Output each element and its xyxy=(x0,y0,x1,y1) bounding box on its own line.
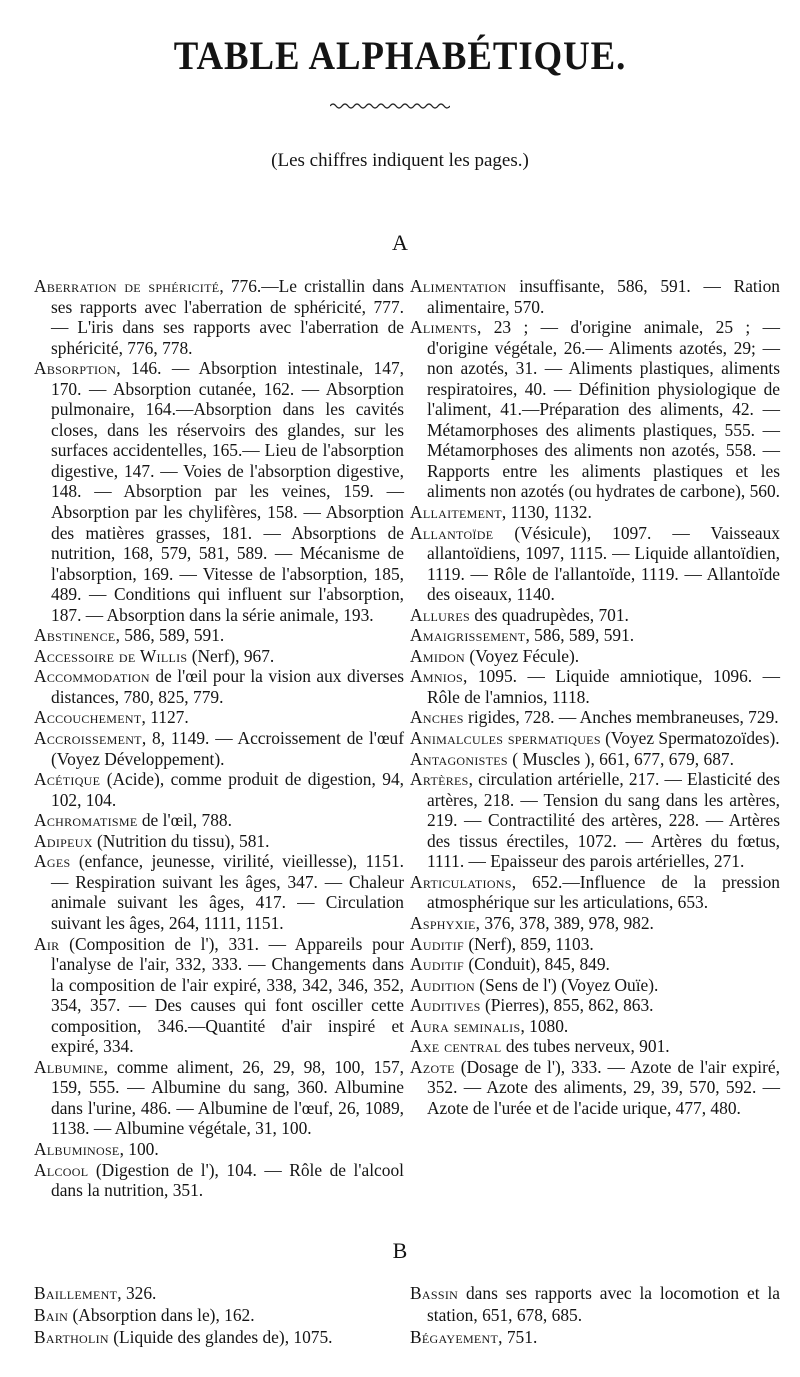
index-entry xyxy=(34,810,404,831)
index-headword: Axe central xyxy=(410,1036,502,1057)
index-entry xyxy=(410,625,780,646)
index-headword: Bartholin xyxy=(34,1327,109,1347)
index-headword: Achromatisme xyxy=(34,810,138,831)
index-entry-text: de l'œil, 788. xyxy=(137,810,232,831)
index-headword: Air xyxy=(34,933,60,954)
index-headword: Bain xyxy=(34,1305,69,1325)
index-headword: Azote xyxy=(410,1056,455,1077)
index-entry xyxy=(410,605,780,626)
index-entry xyxy=(410,276,780,317)
index-entry-text: , 652.—Influence de la pression atmosphérique sur les articulations, 653. xyxy=(427,871,780,913)
index-entry xyxy=(410,934,780,955)
index-entry xyxy=(410,954,780,975)
index-entry xyxy=(34,728,404,769)
index-entry xyxy=(410,975,780,996)
index-entry xyxy=(410,749,780,770)
section-letter-a: A xyxy=(392,230,408,255)
index-headword: Accouchement xyxy=(34,707,142,728)
index-entry xyxy=(34,646,404,667)
index-entry xyxy=(410,1016,780,1037)
index-entry-text: ( Muscles ), 661, 677, 679, 687. xyxy=(507,748,734,769)
index-entry xyxy=(34,769,404,810)
page-title: TABLE ALPHABÉTIQUE. xyxy=(173,33,627,78)
index-headword: Aura seminalis xyxy=(410,1015,521,1036)
index-headword: Amidon xyxy=(410,645,466,666)
index-headword: Absorption xyxy=(34,358,117,379)
index-headword: Allaitement xyxy=(410,502,502,523)
index-entry-text: , 100. xyxy=(119,1138,159,1159)
index-entry xyxy=(34,1139,404,1160)
index-entry-text: (Conduit), 845, 849. xyxy=(464,954,610,975)
index-entry xyxy=(34,1282,404,1304)
index-headword: Adipeux xyxy=(34,830,93,851)
index-headword: Accommodation xyxy=(34,666,150,687)
index-entry-text: , 1130, 1132. xyxy=(501,502,592,523)
index-headword: Auditif xyxy=(410,954,464,975)
index-headword: Articulations xyxy=(410,871,512,892)
index-entry xyxy=(34,831,404,852)
index-entry-text: (Voyez Spermatozoïdes). xyxy=(600,728,780,749)
index-entry xyxy=(34,1304,404,1326)
index-entry-text: insuffisante, 586, 591. — Ration alimentaire, 570. xyxy=(427,276,780,317)
index-entry xyxy=(410,666,780,707)
index-entry-text: (Nutrition du tissu), 581. xyxy=(92,830,270,851)
index-entry xyxy=(34,666,404,707)
index-entry xyxy=(34,1326,404,1348)
index-entry-text: , 586, 589, 591. xyxy=(525,625,635,646)
index-headword: Albuminose xyxy=(34,1138,120,1159)
index-entry xyxy=(410,1036,780,1057)
index-entry xyxy=(410,1282,780,1326)
index-entry xyxy=(410,872,780,913)
index-entry-text: (Voyez Fécule). xyxy=(465,645,580,666)
index-headword: Aberration de sphéricité xyxy=(34,276,220,296)
index-entry-text: (Pierres), 855, 862, 863. xyxy=(480,995,654,1016)
index-entry-text: , 751. xyxy=(498,1327,538,1347)
index-entry xyxy=(34,851,404,933)
index-entry-text: , 146. — Absorption intestinale, 147, 170. — Absorption cutanée, 162. — Absorption pulmonaire, 164.—Absorption dans les cavités closes, dans les réservoirs des glandes, sur les surfaces accidentelles, 165.— Lieu de l'absorption digestive, 147. — Voies de l'absorption digestive, 148. — Absorption par les veines, 159. — Absorption par les chylifères, 158. — Absorption des matières grasses, 181. — Absorptions de nutrition, 168, 579, 581, 589. — Mécanisme de l'absorption, 169. — Vitesse de l'absorption, 185, 489. — Conditions qui influent sur l'absorption, 187. — Absorption dans la série animale, 193. xyxy=(51,358,404,625)
index-entry-text: , 1095. — Liquide amniotique, 1096. — Rôle de l'amnios, 1118. xyxy=(427,666,780,707)
index-entry xyxy=(410,502,780,523)
index-headword: Bassin xyxy=(410,1283,459,1303)
index-entry-text: (Liquide des glandes de), 1075. xyxy=(108,1327,333,1347)
index-entry-text: (enfance, jeunesse, virilité, vieillesse), 1151. — Respiration suivant les âges, 347. — Chaleur animale suivant les âges, 417. — Circulation suivant les âges, 264, 1111, 1151. xyxy=(51,851,404,933)
index-entry xyxy=(410,1326,780,1348)
index-headword: Amnios xyxy=(410,666,464,687)
section-letter-b: B xyxy=(392,1238,408,1263)
index-entry xyxy=(410,707,780,728)
index-headword: Audition xyxy=(410,974,475,995)
index-entry-text: (Vésicule), 1097. — Vaisseaux allantoïdiens, 1097, 1115. — Liquide allantoïdien, 1119. — Rôle de l'allantoïde, 1119. — Allantoïde des oiseaux, 1140. xyxy=(427,522,780,605)
index-headword: Anches xyxy=(410,707,464,728)
index-column-left-a xyxy=(34,276,404,1201)
index-entry xyxy=(34,358,404,625)
index-entry-text: , comme aliment, 26, 29, 98, 100, 157, 159, 555. — Albumine du sang, 360. Albumine dans l'urine, 486. — Albumine de l'œuf, 26, 1089, 1138. — Albumine végétale, 31, 100. xyxy=(51,1056,404,1139)
page-note: (Les chiffres indiquent les pages.) xyxy=(271,150,529,171)
index-entry-text: (Absorption dans le), 162. xyxy=(68,1305,255,1325)
index-headword: Alcool xyxy=(34,1159,89,1180)
index-entry-text: (Composition de l'), 331. — Appareils pour l'analyse de l'air, 332, 333. — Changements dans la composition de l'air expiré, 338, 342, 346, 352, 354, 357. — Des causes qui font osciller cette composition, 346.—Quantité d'air inspiré et expiré, 334. xyxy=(51,933,404,1057)
index-entry-text: de l'œil pour la vision aux diverses distances, 780, 825, 779. xyxy=(51,666,404,707)
index-column-left-b xyxy=(34,1282,404,1348)
index-headword: Auditives xyxy=(410,995,481,1016)
index-entry-text: , 1127. xyxy=(141,707,189,728)
index-headword: Alimentation xyxy=(410,276,507,296)
index-column-right-b xyxy=(410,1282,780,1348)
index-entry-text: (Digestion de l'), 104. — Rôle de l'alcool dans la nutrition, 351. xyxy=(51,1159,404,1201)
index-entry xyxy=(410,317,780,502)
index-entry-text: , 586, 589, 591. xyxy=(115,625,225,646)
index-entry-text: des tubes nerveux, 901. xyxy=(501,1036,670,1057)
index-entry-text: , 326. xyxy=(117,1283,157,1303)
index-headword: Artères xyxy=(410,769,469,790)
index-headword: Asphyxie xyxy=(410,912,476,933)
index-entry xyxy=(34,1160,404,1201)
index-entry-text: , circulation artérielle, 217. — Elasticité des artères, 218. — Tension du sang dans les artères, 219. — Contractilité des artères, 228. — Artères des tissus érectiles, 1072. — Artères du fœtus, 1111. — Epaisseur des parois artérielles, 271. xyxy=(427,769,780,872)
index-entry-text: , 8, 1149. — Accroissement de l'œuf (Voyez Développement). xyxy=(51,728,404,769)
index-headword: Accessoire de Willis xyxy=(34,645,188,666)
index-entry xyxy=(34,276,404,358)
index-headword: Allures xyxy=(410,604,470,625)
index-entry xyxy=(410,1057,780,1119)
index-entry xyxy=(410,995,780,1016)
index-entry xyxy=(410,769,780,872)
index-headword: Accroissement xyxy=(34,728,142,749)
index-entry xyxy=(34,934,404,1057)
index-entry-text: (Acide), comme produit de digestion, 94, 102, 104. xyxy=(51,769,404,810)
index-entry xyxy=(34,1057,404,1139)
index-entry xyxy=(410,913,780,934)
index-entry-text: des quadrupèdes, 701. xyxy=(470,604,629,625)
index-headword: Ages xyxy=(34,851,71,872)
index-entry-text: , 376, 378, 389, 978, 982. xyxy=(475,912,654,933)
index-headword: Acétique xyxy=(34,769,101,790)
index-entry-text: , 23 ; — d'origine animale, 25 ; — d'origine végétale, 26.— Aliments azotés, 29; — non azotés, 31. — Aliments plastiques, aliments respiratoires, 40. — Définition physiologique de l'aliment, 41.—Préparation des aliments, 42. — Métamorphoses des aliments plastiques, 555. — Métamorphoses des aliments non azotés, 558. — Rapports entre les aliments plastiques et les aliments non azotés (ou hydrates de carbone), 560. xyxy=(427,317,781,502)
index-entry xyxy=(410,523,780,605)
index-entry-text: (Dosage de l'), 333. — Azote de l'air expiré, 352. — Azote des aliments, 29, 39, 570, 592. — Azote de l'urée et de l'acide urique, 477, 480. xyxy=(427,1056,780,1118)
index-headword: Abstinence xyxy=(34,625,116,646)
index-entry-text: (Nerf), 859, 1103. xyxy=(464,933,594,954)
index-headword: Albumine xyxy=(34,1056,104,1077)
ornament-divider xyxy=(330,100,450,112)
index-headword: Baillement xyxy=(34,1283,118,1303)
index-entry-text: , 1080. xyxy=(520,1015,569,1036)
index-headword: Antagonistes xyxy=(410,748,508,769)
index-entry-text: (Nerf), 967. xyxy=(187,645,275,666)
index-entry xyxy=(34,707,404,728)
index-headword: Animalcules spermatiques xyxy=(410,728,601,749)
index-headword: Amaigrissement xyxy=(410,625,526,646)
index-headword: Aliments xyxy=(410,317,477,338)
index-entry-text: rigides, 728. — Anches membraneuses, 729. xyxy=(463,707,779,728)
index-headword: Auditif xyxy=(410,933,464,954)
index-entry-text: , 776.—Le cristallin dans ses rapports avec l'aberration de sphéricité, 777. — L'iris dans ses rapports avec l'aberration de sphéricité, 776, 778. xyxy=(51,276,404,358)
index-entry-text: dans ses rapports avec la locomotion et la station, 651, 678, 685. xyxy=(427,1283,780,1325)
index-headword: Allantoïde xyxy=(410,522,494,543)
index-entry xyxy=(410,728,780,749)
index-entry xyxy=(410,646,780,667)
index-entry xyxy=(34,625,404,646)
index-entry-text: (Sens de l') (Voyez Ouïe). xyxy=(474,974,659,995)
index-headword: Bégayement xyxy=(410,1327,499,1347)
index-column-right-a xyxy=(410,276,780,1118)
